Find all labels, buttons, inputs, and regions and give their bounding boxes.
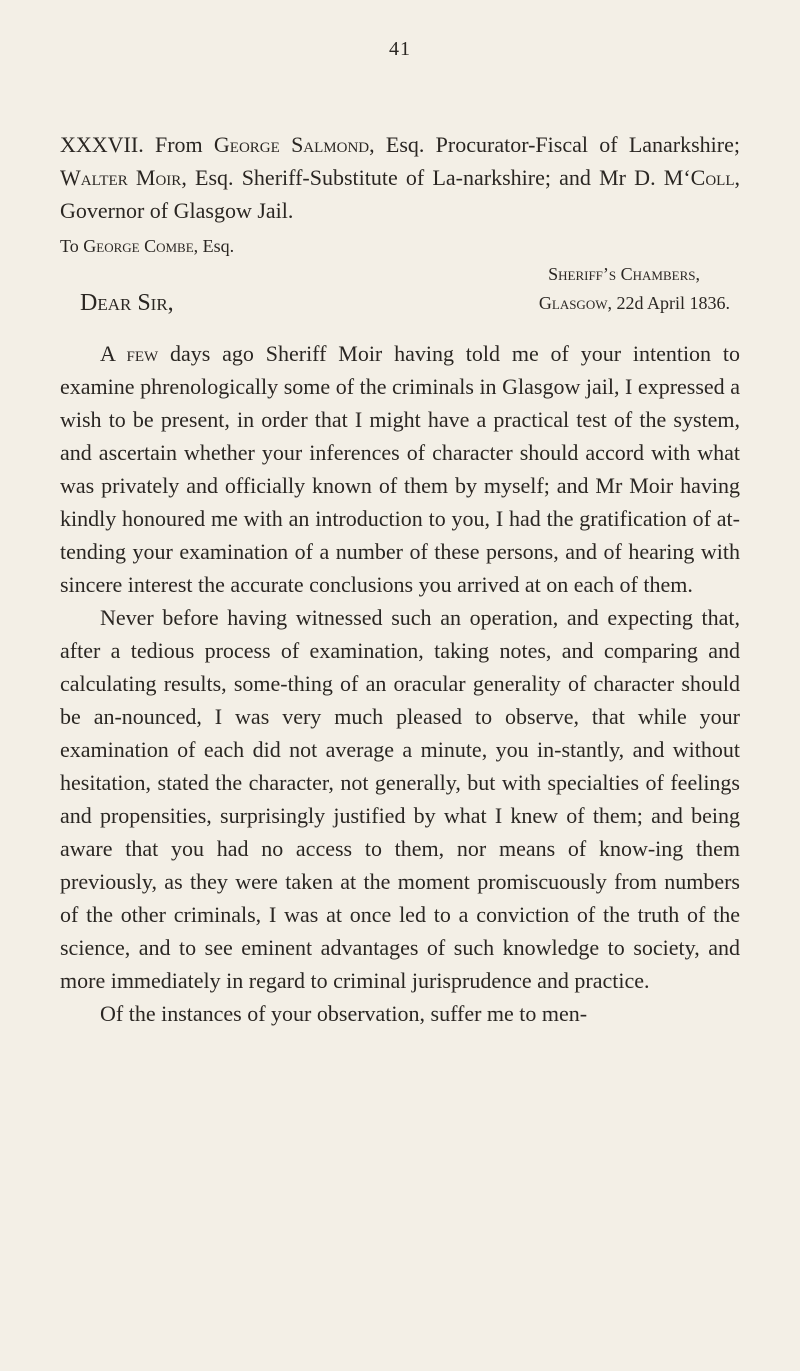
letter-date: 22d April 1836.	[611, 293, 730, 313]
place-name: Sheriff’s Chambers,	[548, 264, 700, 284]
heading-text-2: , Esq. Procurator-Fiscal of Lanarkshire;	[369, 132, 740, 157]
heading-numeral: XXXVII.	[60, 132, 144, 157]
letter-header	[60, 231, 740, 316]
heading-text-1: From	[143, 132, 214, 157]
to-prefix: To	[60, 236, 84, 256]
heading-name-3: M‘Coll	[663, 165, 735, 190]
heading-text-3: , Esq. Sheriff-Substitute of La-narkshire; and Mr D.	[181, 165, 664, 190]
paragraph-3	[60, 997, 740, 1030]
paragraph-1-lead: A few	[100, 341, 159, 366]
letter-heading	[60, 128, 740, 227]
city-name: Glasgow,	[538, 293, 612, 313]
paragraph-2-text: Never before having witnessed such an operation, and expecting that, after a tedious process of examination, taking notes, and comparing and calculating results, some-thing of an oracular generality of character should be an-nounced, I was very much pleased to observe, that while your examination of each did not average a minute, you in-stantly, and without hesitation, stated the character, not generally, but with specialties of feelings and propensities, surprisingly justified by what I knew of them; and being aware that you had no access to them, nor means of know-ing them previously, as they were taken at the moment promiscuously from numbers of the other criminals, I was at once led to a conviction of the truth of the science, and to see eminent advantages of such knowledge to society, and more immediately in regard to criminal jurisprudence and practice.	[60, 605, 740, 993]
salutation: Dear Sir,	[80, 290, 174, 316]
heading-name-2: Walter Moir	[60, 165, 182, 190]
page-text	[60, 128, 740, 1030]
addressee-name: George Combe	[83, 236, 194, 256]
paragraph-1-text: days ago Sheriff Moir having told me of your intention to examine phrenologically some of the criminals in Glasgow jail, I expressed a wish to be present, in order that I might have a practical test of the system, and ascertain whether your inferences of character should accord with what was privately and officially known of them by myself; and Mr Moir having kindly honoured me with an introduction to you, I had the gratification of at-tending your examination of a number of these persons, and of hearing with sincere interest the accurate conclusions you arrived at on each of them.	[60, 341, 740, 597]
addressee-suffix: , Esq.	[193, 236, 235, 256]
heading-paragraph	[60, 128, 740, 227]
paragraph-2	[60, 601, 740, 997]
date-line	[539, 287, 730, 320]
heading-name-1: George Salmond	[213, 132, 370, 157]
page-number: 41	[389, 38, 411, 60]
paragraph-3-text: Of the instances of your observation, suffer me to men-	[100, 1001, 588, 1026]
heading-text-4: , Governor of Glasgow Jail.	[60, 165, 740, 223]
paragraph-1	[60, 337, 740, 601]
addressee-line	[60, 231, 234, 261]
